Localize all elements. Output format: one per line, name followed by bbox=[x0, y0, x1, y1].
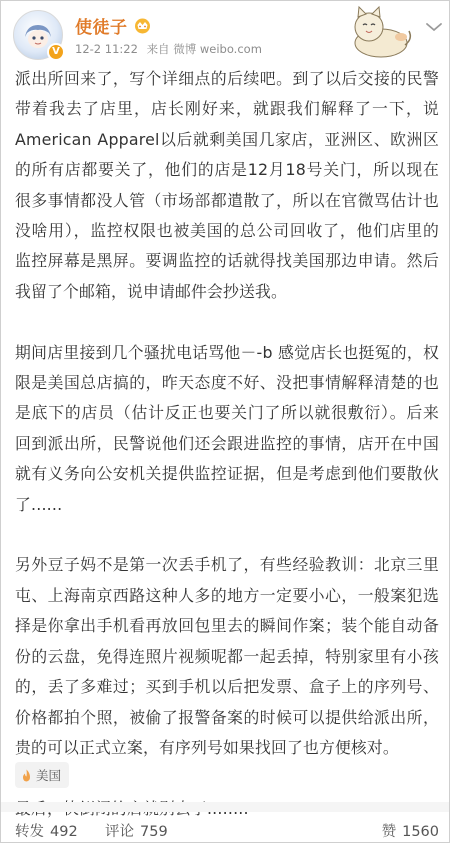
post-paragraph: 派出所回来了，写个详细点的后续吧。到了以后交接的民警带着我去了店里，店长刚好来，就跟我们解释了一下，说American Apparel以后就剩美国几家店，亚洲区、欧洲区的所有店都要关了，他们的店是12月18号关门，所以现在很多事情都没人管（市场部都遣散了，所以在官微骂估计也没啥用），监控权限也被美国的总公司回收了，他们店里的监控屏幕是黑屏。要调监控的话就得找美国那边申请。然后我留了个邮箱，说申请邮件会抄送我。 bbox=[15, 69, 439, 301]
post-header bbox=[1, 1, 449, 65]
more-chevron-icon[interactable] bbox=[425, 21, 443, 33]
verified-badge-icon: V bbox=[47, 43, 65, 61]
post-paragraph: 期间店里接到几个骚扰电话骂他－-b 感觉店长也挺冤的，权限是美国总店搞的，昨天态度不好、没把事情解释清楚的也是底下的店员（估计反正也要关门了所以就很敷衍）。后来回到派出所，民警说他们还会跟进监控的事情，店开在中国就有义务向公安机关提供监控证据，但是考虑到他们要散伙了...... bbox=[15, 342, 439, 514]
vip-crown-icon bbox=[133, 17, 152, 34]
action-bar bbox=[1, 812, 449, 843]
repost-button[interactable] bbox=[15, 820, 78, 841]
comment-button[interactable] bbox=[105, 820, 168, 841]
avatar[interactable] bbox=[13, 10, 63, 60]
post-source: 来自 微博 weibo.com bbox=[146, 42, 262, 56]
post-paragraph: 另外豆子妈不是第一次丢手机了，有些经验教训：北京三里屯、上海南京西路这种人多的地方一定要小心，一般案犯选择是你拿出手机看再放回包里去的瞬间作案；装个能自动备份的云盘，免得连照片视频呢都一起丢掉，特别家里有小孩的，丢了多难过；买到手机以后把发票、盒子上的序列号、价格都拍个照，被偷了报警备案的时候可以提供给派出所，贵的可以正式立案，有序列号如果找回了也方便核对。 bbox=[15, 555, 439, 757]
comment-count: 759 bbox=[140, 824, 168, 840]
fire-icon bbox=[21, 769, 32, 782]
topic-label: 美国 bbox=[36, 768, 62, 783]
post-time: 12-2 11:22 bbox=[75, 42, 138, 56]
comment-label: 评论 bbox=[105, 824, 134, 840]
author-row bbox=[75, 13, 152, 38]
post-content bbox=[15, 64, 439, 824]
topic-tag[interactable] bbox=[15, 762, 69, 788]
cat-sticker-icon bbox=[339, 1, 419, 61]
repost-label: 转发 bbox=[15, 824, 44, 840]
repost-count: 492 bbox=[50, 824, 78, 840]
post-meta bbox=[75, 41, 267, 57]
like-label: 赞 bbox=[381, 824, 397, 840]
like-button[interactable] bbox=[382, 820, 439, 841]
author-name[interactable]: 使徒子 bbox=[75, 18, 128, 38]
like-count: 1560 bbox=[402, 824, 439, 840]
section-divider bbox=[1, 802, 449, 812]
